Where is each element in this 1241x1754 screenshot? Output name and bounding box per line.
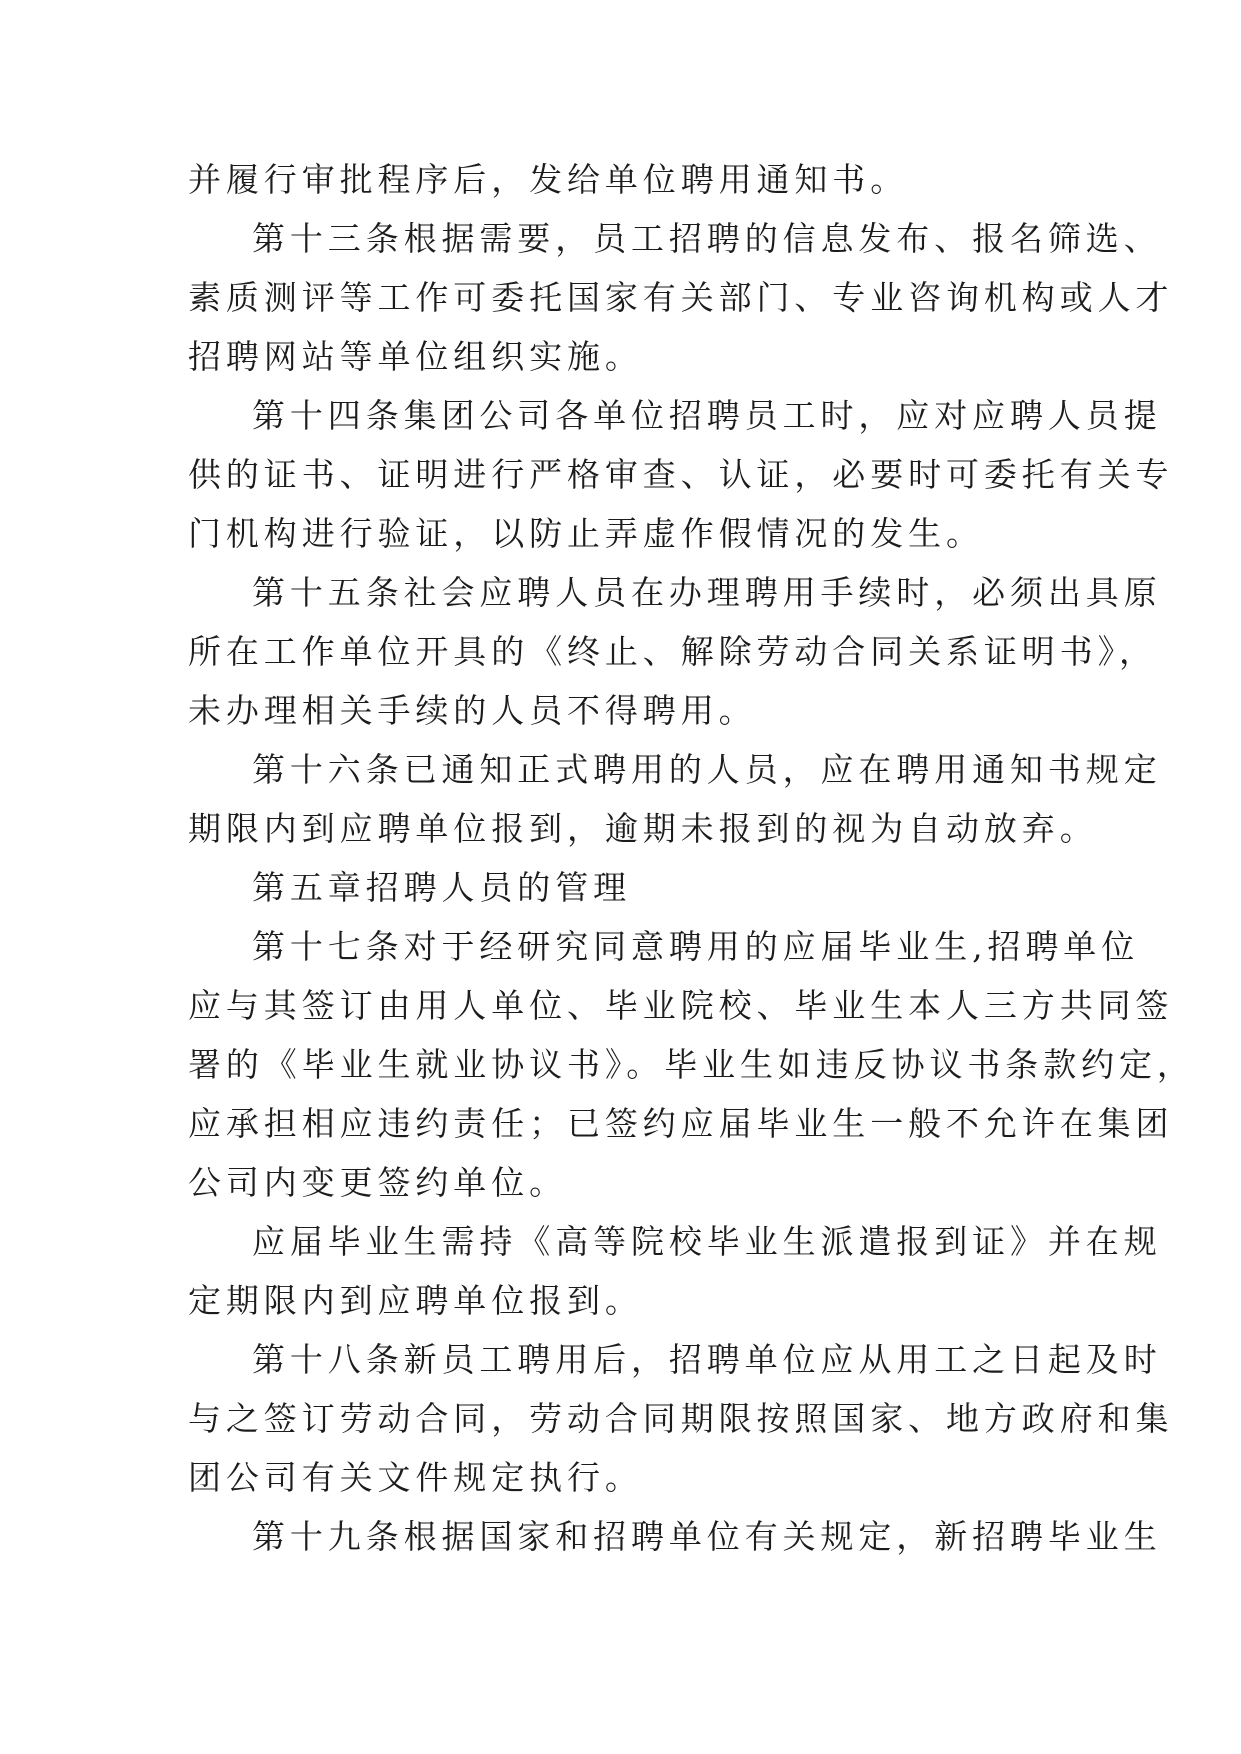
text-line: 第十三条根据需要，员工招聘的信息发布、报名筛选、 [252,219,1162,258]
text-line: 第十七条对于经研究同意聘用的应届毕业生,招聘单位 [252,927,1140,966]
chapter-heading: 第五章招聘人员的管理 [252,868,631,907]
text-line: 门机构进行验证，以防止弄虚作假情况的发生。 [188,514,984,553]
text-line: 应与其签订由用人单位、毕业院校、毕业生本人三方共同签 [188,986,1174,1025]
text-line: 所在工作单位开具的《终止、解除劳动合同关系证明书》， [188,632,1157,671]
text-line: 署的《毕业生就业协议书》。毕业生如违反协议书条款约定， [188,1045,1195,1084]
text-line: 第十四条集团公司各单位招聘员工时，应对应聘人员提 [252,396,1162,435]
text-line: 供的证书、证明进行严格审查、认证，必要时可委托有关专 [188,455,1174,494]
text-line: 与之签订劳动合同，劳动合同期限按照国家、地方政府和集 [188,1399,1174,1438]
text-line: 公司内变更签约单位。 [188,1163,567,1202]
text-line: 第十六条已通知正式聘用的人员，应在聘用通知书规定 [252,750,1162,789]
text-line: 招聘网站等单位组织实施。 [188,337,643,376]
text-line: 应届毕业生需持《高等院校毕业生派遣报到证》并在规 [252,1222,1162,1261]
text-line: 第十五条社会应聘人员在办理聘用手续时，必须出具原 [252,573,1162,612]
text-line: 并履行审批程序后，发给单位聘用通知书。 [188,160,909,199]
text-line: 定期限内到应聘单位报到。 [188,1281,643,1320]
text-line: 团公司有关文件规定执行。 [188,1458,643,1497]
text-line: 应承担相应违约责任；已签约应届毕业生一般不允许在集团 [188,1104,1174,1143]
text-line: 期限内到应聘单位报到，逾期未报到的视为自动放弃。 [188,809,1098,848]
text-line: 素质测评等工作可委托国家有关部门、专业咨询机构或人才 [188,278,1174,317]
text-line: 第十九条根据国家和招聘单位有关规定，新招聘毕业生 [252,1517,1162,1556]
text-line: 第十八条新员工聘用后，招聘单位应从用工之日起及时 [252,1340,1162,1379]
text-line: 未办理相关手续的人员不得聘用。 [188,691,757,730]
